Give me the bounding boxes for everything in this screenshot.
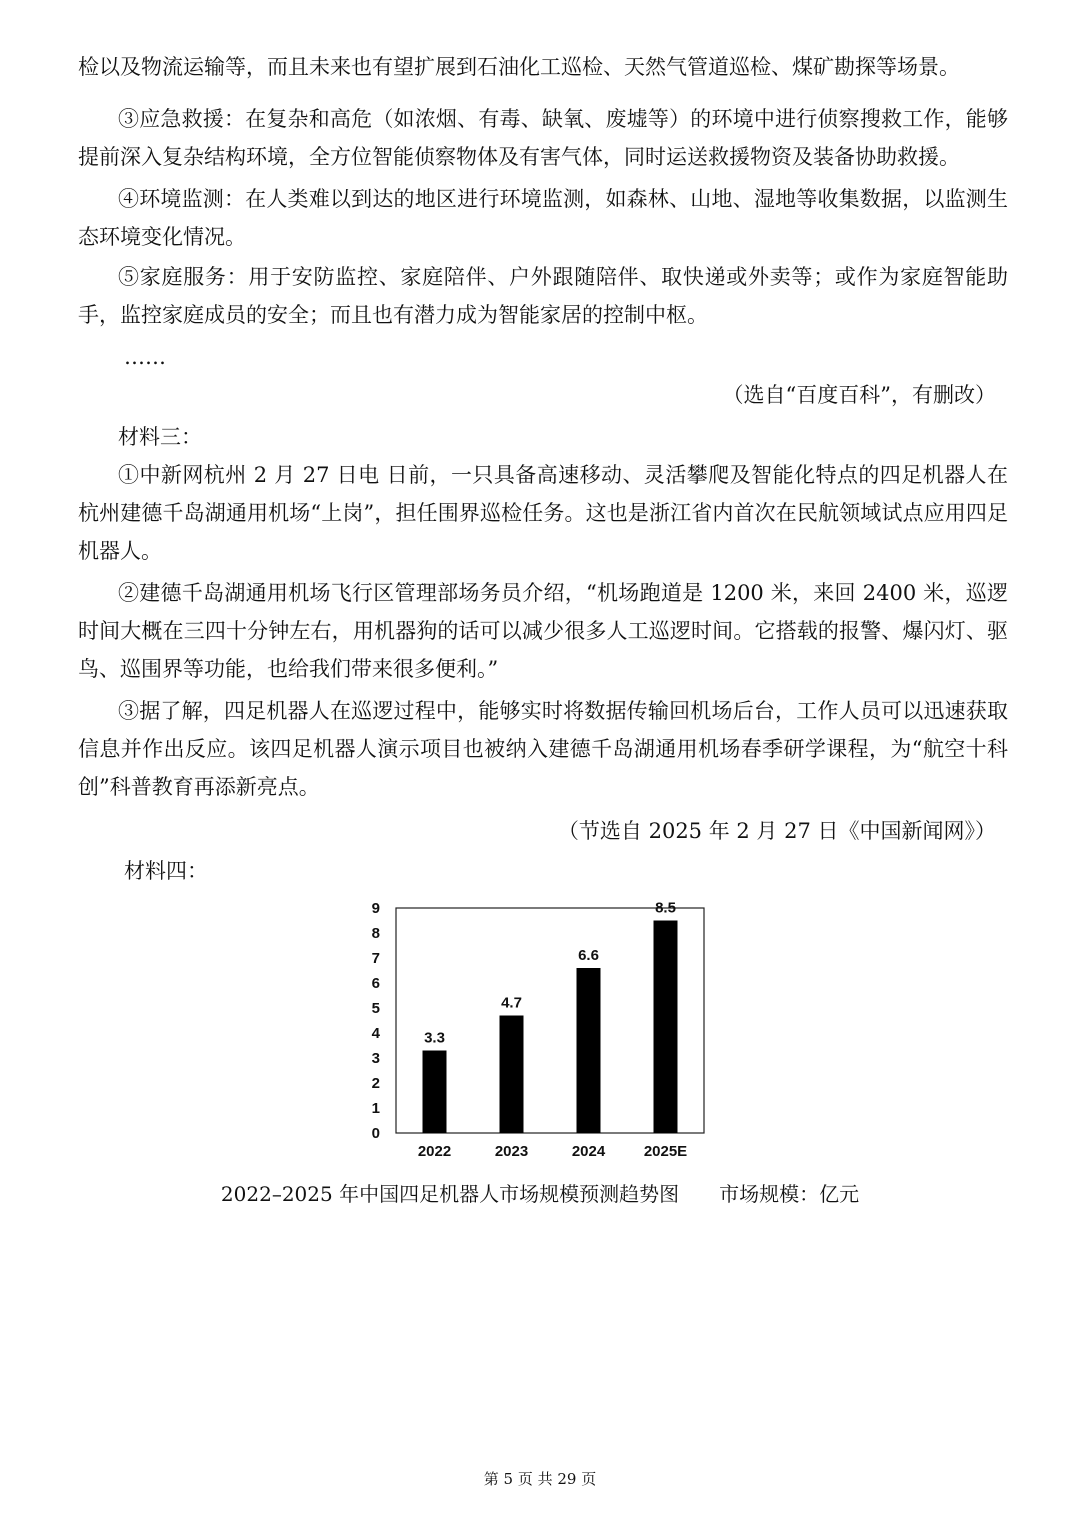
page-number-footer: 第 5 页 共 29 页 xyxy=(483,1470,597,1488)
x-tick-label: 2022 xyxy=(417,1143,452,1160)
chart-title: 2022–2025 年中国四足机器人市场规模预测趋势图 xyxy=(220,1182,680,1206)
y-tick-label: 5 xyxy=(371,1000,380,1017)
material-three-heading: 材料三： xyxy=(118,425,202,449)
bar-chart-svg xyxy=(340,890,740,1170)
paragraph-continuation: 检以及物流运输等，而且未来也有望扩展到石油化工巡检、天然气管道巡检、煤矿勘探等场景。 xyxy=(78,55,960,79)
y-tick-label: 3 xyxy=(371,1050,380,1067)
ellipsis: …… xyxy=(124,345,166,369)
bar-2024 xyxy=(577,968,601,1133)
y-tick-label: 0 xyxy=(371,1125,380,1142)
y-tick-label: 6 xyxy=(371,975,380,992)
bar-value-label: 3.3 xyxy=(424,1029,445,1047)
bar-2023 xyxy=(500,1016,524,1134)
paragraph-emergency-rescue: ③应急救援：在复杂和高危（如浓烟、有毒、缺氧、废墟等）的环境中进行侦察搜救工作，能够提前深入复杂结构环境，全方位智能侦察物体及有害气体，同时运送救援物资及装备协助救援。 xyxy=(78,107,1008,169)
y-tick-label: 4 xyxy=(371,1025,380,1042)
bar-value-label: 4.7 xyxy=(501,994,522,1012)
material-four-heading: 材料四： xyxy=(124,859,208,883)
paragraph-home-service: ⑤家庭服务：用于安防监控、家庭陪伴、户外跟随陪伴、取快递或外卖等；或作为家庭智能助手，监控家庭成员的安全；而且也有潜力成为智能家居的控制中枢。 xyxy=(78,265,1008,327)
y-tick-label: 8 xyxy=(371,925,380,942)
paragraph-environment-monitoring: ④环境监测：在人类难以到达的地区进行环境监测，如森林、山地、湿地等收集数据，以监测生态环境变化情况。 xyxy=(78,187,1008,249)
y-tick-label: 9 xyxy=(371,900,380,917)
source-baidu: （选自“百度百科”，有删改） xyxy=(722,383,996,407)
y-tick-label: 1 xyxy=(371,1100,380,1117)
bar-2025e xyxy=(654,921,678,1134)
bar-2022 xyxy=(423,1051,447,1134)
x-tick-label: 2024 xyxy=(571,1143,606,1160)
bar-value-label: 6.6 xyxy=(578,947,599,964)
material-three-paragraph-3: ③据了解，四足机器人在巡逻过程中，能够实时将数据传输回机场后台，工作人员可以迅速获取信息并作出反应。该四足机器人演示项目也被纳入建德千岛湖通用机场春季研学课程，为“航空十科创”科普教育再添新亮点。 xyxy=(78,699,1008,799)
y-tick-label: 2 xyxy=(371,1075,380,1092)
bar-chart xyxy=(340,890,740,1170)
x-tick-label: 2025E xyxy=(643,1143,688,1160)
x-tick-label: 2023 xyxy=(494,1143,529,1160)
bar-value-label: 8.5 xyxy=(655,899,676,917)
chart-caption xyxy=(0,1178,1080,1210)
y-tick-label: 7 xyxy=(371,950,380,967)
chart-unit-label: 市场规模：亿元 xyxy=(719,1182,860,1206)
material-three-paragraph-2: ②建德千岛湖通用机场飞行区管理部场务员介绍，“机场跑道是 1200 米，来回 2400 米，巡逻时间大概在三四十分钟左右，用机器狗的话可以减少很多人工巡逻时间。它搭载的报警、爆闪灯、驱鸟、巡围界等功能，也给我们带来很多便利。” xyxy=(78,581,1008,681)
material-three-paragraph-1: ①中新网杭州 2 月 27 日电 日前，一只具备高速移动、灵活攀爬及智能化特点的四足机器人在杭州建德千岛湖通用机场“上岗”，担任围界巡检任务。这也是浙江省内首次在民航领域试点应用四足机器人。 xyxy=(78,463,1008,563)
source-chinanews: （节选自 2025 年 2 月 27 日《中国新闻网》） xyxy=(557,819,996,843)
